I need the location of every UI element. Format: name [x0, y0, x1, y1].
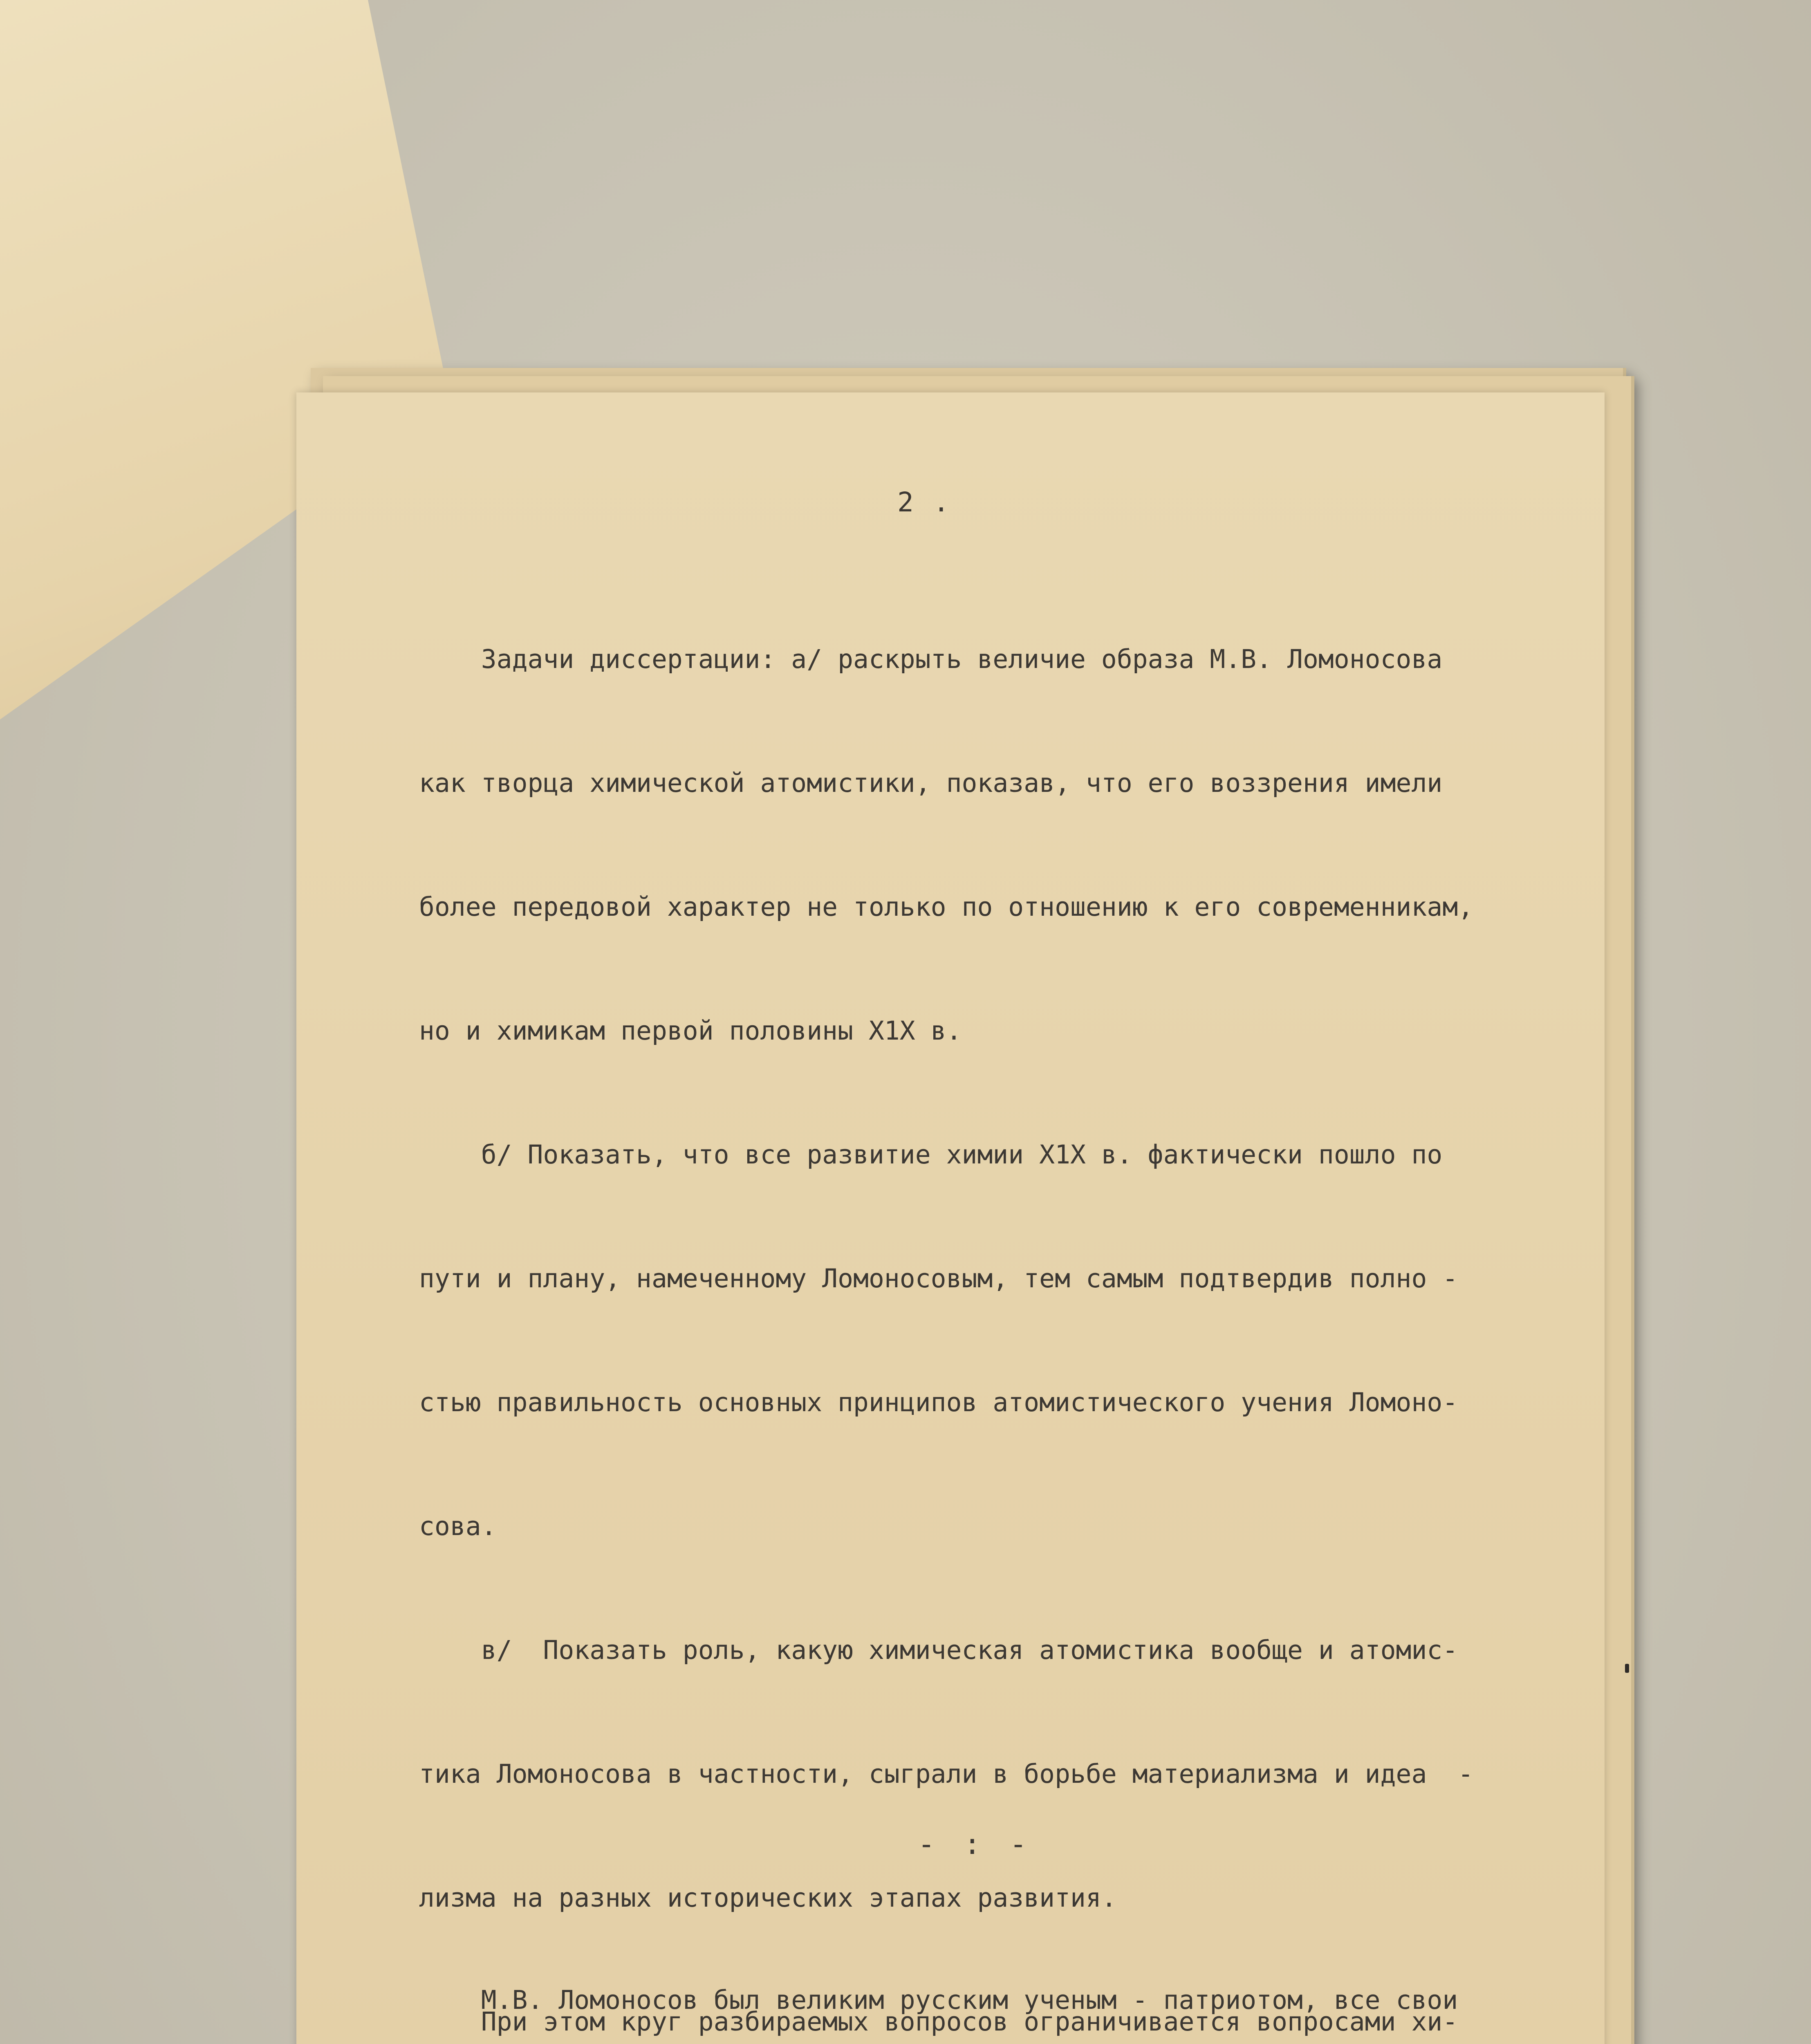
text-line: более передовой характер не только по отношению к его современникам,	[419, 892, 1474, 922]
text-line: тика Ломоносова в частности, сыграли в борьбе материализма и идеа -	[419, 1759, 1474, 1789]
text-line: стью правильность основных принципов атомистического учения Ломоно-	[419, 1387, 1458, 1417]
text-line: б/ Показать, что все развитие химии Х1Х в. фактически пошло по	[419, 1140, 1443, 1170]
text-line: в/ Показать роль, какую химическая атомистика вообще и атомис-	[419, 1635, 1458, 1665]
body-text	[419, 556, 1584, 2044]
text-line: лизма на разных исторических этапах развития.	[419, 1883, 1117, 1913]
text-line: как творца химической атомистики, показав, что его воззрения имели	[419, 768, 1443, 798]
text-line: но и химикам первой половины Х1Х в.	[419, 1016, 962, 1046]
text-line: сова.	[419, 1511, 497, 1541]
text-line: М.В. Ломоносов был великим русским ученым - патриотом, все свои	[419, 1985, 1458, 2015]
text-line: пути и плану, намеченному Ломоносовым, тем самым подтвердив полно -	[419, 1264, 1458, 1293]
ink-mark	[1625, 1664, 1629, 1673]
bleed-through-text	[0, 72, 351, 328]
section-separator: - : -	[918, 1827, 1033, 1861]
text-line: Задачи диссертации: а/ раскрыть величие образа М.В. Ломоносова	[419, 644, 1443, 674]
continuation-text	[419, 1897, 1584, 2044]
typed-page	[296, 392, 1605, 2044]
text-line: При этом круг разбираемых вопросов ограничивается вопросами хи-	[419, 2007, 1458, 2037]
page-number: 2 .	[897, 486, 951, 518]
